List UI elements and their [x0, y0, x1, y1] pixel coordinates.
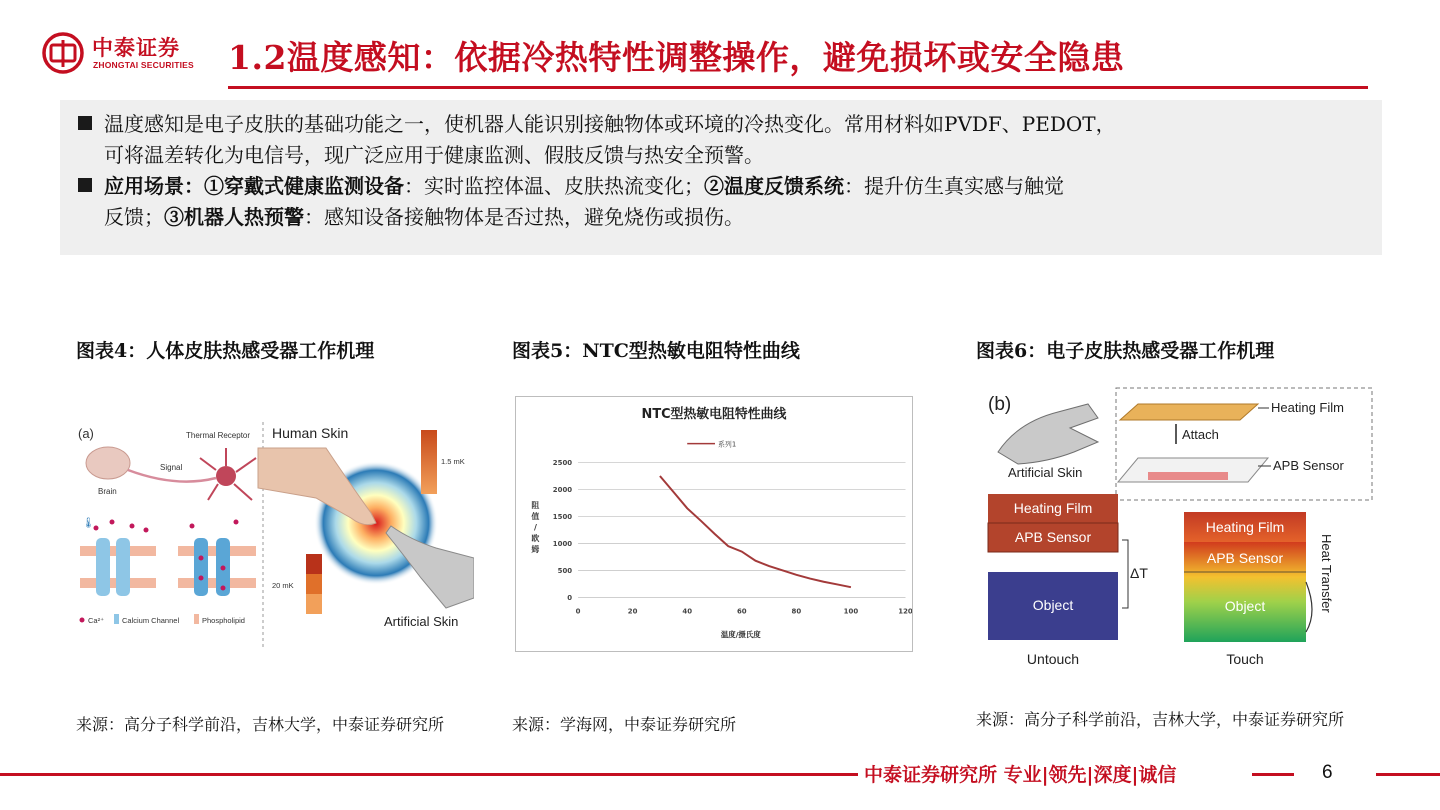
y-tick-label: 0: [567, 593, 573, 602]
y-axis-label: [530, 500, 539, 554]
footer-rule-mid: [1252, 773, 1294, 776]
footer-rule-right: [1376, 773, 1440, 776]
fig6-panel-label: (b): [988, 394, 1012, 415]
channel-legend-icon: [114, 614, 119, 624]
y-tick-label: 1000: [552, 539, 573, 548]
fig4-legend-phospholipid: Phospholipid: [202, 616, 245, 625]
figure-5-source: 来源：学海网，中泰证券研究所: [512, 715, 737, 734]
fig6-delta-t-label: ΔT: [1130, 565, 1148, 581]
fig6-heat-transfer-label: Heat Transfer: [1319, 534, 1334, 613]
ntc-line-chart: [516, 397, 912, 651]
company-logo: [42, 30, 222, 78]
robot-hand-icon: [998, 404, 1098, 464]
figure-5-chart: [515, 396, 913, 652]
bullet-2-item-2-text: ：提升仿生真实感与触觉: [844, 174, 1064, 198]
bullet-1-line-1: 温度感知是电子皮肤的基础功能之一，使机器人能识别接触物体或环境的冷热变化。常用材料如PVDF、PEDOT，: [104, 112, 1116, 136]
summary-box: [60, 100, 1382, 255]
x-tick-label: 80: [791, 607, 802, 616]
y-axis-label-char: /: [533, 522, 537, 532]
y-tick-label: 2500: [552, 458, 573, 467]
logo-english-name: ZHONGTAI SECURITIES: [93, 60, 194, 70]
fig6-heating-film-label-top: Heating Film: [1271, 400, 1344, 415]
figure-4-source: 来源：高分子科学前沿，吉林大学，中泰证券研究所: [76, 715, 445, 734]
y-axis-label-char: 阻: [531, 501, 540, 511]
fig6-apb-sensor-touch: APB Sensor: [1206, 550, 1284, 566]
x-tick-label: 40: [682, 607, 693, 616]
calcium-ion-icon: [80, 618, 85, 623]
y-axis-ticks: [553, 459, 572, 602]
receptor-neuron-icon: [200, 448, 256, 500]
y-tick-label: 1500: [552, 512, 573, 521]
fig4-signal-label: Signal: [160, 463, 183, 472]
figure-4-image: [76, 418, 474, 656]
brain-icon: [86, 447, 130, 479]
x-tick-label: 120: [898, 607, 912, 616]
figure-4-caption: 图表4：人体皮肤热感受器工作机理: [76, 340, 375, 362]
fig4-scale-bottom-label: 20 mK: [272, 581, 294, 590]
fig6-apb-sensor-untouch: APB Sensor: [1014, 529, 1092, 545]
fig6-untouch-label: Untouch: [1026, 651, 1080, 667]
x-axis-label: 温度/摄氏度: [720, 630, 761, 640]
logo-chinese-name: 中泰证券: [92, 36, 180, 60]
figure-6-caption: 图表6：电子皮肤热感受器工作机理: [976, 340, 1275, 362]
y-tick-label: 500: [557, 566, 573, 575]
fig4-legend-ca: Ca²⁺: [88, 616, 105, 625]
legend-series-name: 系列1: [717, 440, 737, 449]
footer-tagline: 中泰证券研究所 专业|领先|深度|诚信: [864, 764, 1177, 786]
bullet-2-item-3-text: ：感知设备接触物体是否过热，避免烧伤或损伤。: [304, 205, 744, 229]
x-tick-label: 0: [575, 607, 581, 616]
heat-transfer-arrow-icon: [1306, 582, 1312, 632]
fig6-heating-film-untouch: Heating Film: [1013, 500, 1093, 516]
footer-rule-left: [0, 773, 858, 776]
bullet-2-lead: 应用场景：: [104, 174, 204, 198]
fig6-object-touch: Object: [1224, 598, 1266, 614]
fig4-scale-top-label: 1.5 mK: [441, 457, 465, 466]
figure-6-image: [978, 382, 1376, 670]
figure-5-caption: 图表5：NTC型热敏电阻特性曲线: [512, 340, 800, 362]
phospholipid-legend-icon: [194, 614, 199, 624]
membrane-cold-icon: [80, 517, 156, 596]
eskin-receptor-illustration: [978, 382, 1376, 670]
chart-grid: [578, 462, 905, 597]
fig6-artificial-skin-label: Artificial Skin: [1008, 465, 1083, 480]
bullet-2-item-1-text: ：实时监控体温、皮肤热流变化；: [404, 174, 704, 198]
x-tick-label: 100: [843, 607, 859, 616]
page-number: 6: [1322, 762, 1333, 783]
bullet-2-item-3-label: ③机器人热预警: [164, 205, 304, 229]
chart-title: NTC型热敏电阻特性曲线: [641, 406, 787, 422]
bullet-square-icon: [78, 178, 92, 192]
bullet-2-item-1-label: ①穿戴式健康监测设备: [204, 174, 404, 198]
fig4-artificial-skin-label: Artificial Skin: [384, 614, 459, 629]
summary-bullet-2: [78, 171, 1368, 233]
chart-legend: [687, 440, 736, 449]
bullet-2-item-2-label: ②温度反馈系统: [704, 174, 844, 198]
scale-bar-bottom-icon: [306, 554, 322, 574]
fig4-legend-channel: Calcium Channel: [122, 616, 180, 625]
zhongtai-logo-icon: [42, 32, 84, 74]
page-title: 1.2温度感知：依据冷热特性调整操作，避免损坏或安全隐患: [228, 38, 1125, 77]
svg-text:🌡: 🌡: [82, 518, 95, 529]
y-axis-label-char: 值: [531, 512, 540, 522]
x-axis-ticks: [576, 607, 912, 615]
summary-bullet-1: [78, 109, 1368, 171]
fig6-heating-film-touch: Heating Film: [1205, 519, 1285, 535]
fig6-object-untouch: Object: [1032, 597, 1074, 613]
scale-bar-top-icon: [421, 430, 437, 494]
bullet-1-line-2: 可将温差转化为电信号，现广泛应用于健康监测、假肢反馈与热安全预警。: [104, 143, 764, 167]
y-tick-label: 2000: [552, 485, 573, 494]
fig4-human-skin-label: Human Skin: [272, 425, 349, 441]
fig4-brain-label: Brain: [98, 487, 117, 496]
fig6-touch-label: Touch: [1226, 651, 1264, 667]
heating-film-layer-icon: [1120, 404, 1258, 420]
x-tick-label: 60: [736, 607, 747, 616]
bullet-2-line-2-pre: 反馈；: [104, 205, 164, 229]
title-divider: [228, 86, 1368, 89]
membrane-warm-icon: [178, 520, 256, 597]
fig4-thermal-receptor-label: Thermal Receptor: [186, 431, 251, 440]
figure-6-source: 来源：高分子科学前沿，吉林大学，中泰证券研究所: [976, 710, 1345, 729]
delta-t-bracket-icon: [1122, 540, 1128, 608]
fig6-attach-label: Attach: [1182, 427, 1219, 442]
y-axis-label-char: 姆: [531, 544, 540, 554]
y-axis-label-char: 欧: [531, 533, 540, 543]
bullet-square-icon: [78, 116, 92, 130]
x-tick-label: 20: [627, 607, 638, 616]
fig6-apb-sensor-label-top: APB Sensor: [1273, 458, 1344, 473]
skin-receptor-illustration: [76, 418, 474, 656]
fig4-panel-label: (a): [78, 426, 94, 441]
